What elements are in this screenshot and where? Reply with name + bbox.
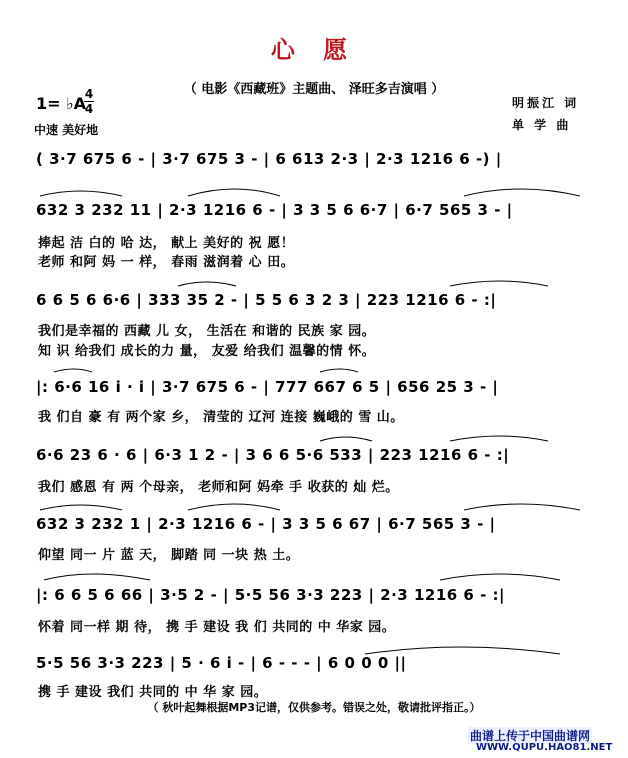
- lyric-line-3a: 我们是幸福的 西藏 儿 女， 生活在 和谐的 民族 家 园。: [38, 324, 376, 339]
- notation-line-1: ( 3·7 675 6 - | 3·7 675 3 - | 6 613 2·3 | 2·3 1216 6 -) |: [36, 150, 502, 168]
- transcription-footnote: （ 秋叶起舞根据MP3记谱，仅供参考。错误之处，敬请批评指正。）: [147, 701, 481, 714]
- key-signature: 1= ♭A: [36, 94, 87, 113]
- tempo-marking: 中速 美好地: [34, 123, 99, 137]
- notation-line-5: 6·6 23 6 · 6 | 6·3 1 2 - | 3 6 6 5·6 533 | 223 1216 6 - :|: [36, 446, 510, 464]
- notation-line-4: |: 6·6 16 i · i | 3·7 675 6 - | 777 667 6 5 | 656 25 3 - |: [36, 378, 499, 396]
- lyric-line-3b: 知 识 给我们 成长的力 量， 友爱 给我们 温馨的情 怀。: [38, 344, 376, 359]
- notation-line-2: 632 3 232 11 | 2·3 1216 6 - | 3 3 5 6 6·7 | 6·7 565 3 - |: [36, 201, 513, 219]
- lyricist-credit: 明振江 词: [512, 96, 580, 110]
- time-signature-top: 4: [84, 87, 94, 101]
- notation-line-3: 6 6 5 6 6·6 | 333 35 2 - | 5 5 6 3 2 3 | 223 1216 6 - :|: [36, 291, 497, 309]
- lyric-line-7: 怀着 同一样 期 待， 携 手 建设 我 们 共同的 中 华家 园。: [38, 620, 396, 635]
- lyric-line-6: 仰望 同一 片 蓝 天， 脚踏 同 一块 热 土。: [38, 548, 300, 563]
- notation-line-8: 5·5 56 3·3 223 | 5 · 6 i - | 6 - - - | 6 0 0 0 ||: [36, 654, 407, 672]
- site-watermark-url: WWW.QUPU.HAO81.NET: [476, 742, 613, 753]
- song-title: 心 愿: [270, 36, 358, 64]
- lyric-line-5: 我们 感恩 有 两 个母亲， 老师和阿 妈牵 手 收获的 灿 烂。: [38, 480, 399, 495]
- lyric-line-4: 我 们自 豪 有 两个家 乡， 清莹的 辽河 连接 巍峨的 雪 山。: [38, 410, 404, 425]
- lyric-line-2a: 捧起 洁 白的 哈 达， 献上 美好的 祝 愿！: [38, 236, 295, 251]
- lyric-line-8: 携 手 建设 我们 共同的 中 华 家 园。: [38, 685, 268, 700]
- time-signature-bottom: 4: [84, 102, 94, 116]
- notation-line-7: |: 6 6 5 6 66 | 3·5 2 - | 5·5 56 3·3 223 | 2·3 1216 6 - :|: [36, 586, 506, 604]
- composer-credit: 单 学 曲: [512, 118, 572, 132]
- song-subtitle: （ 电影《西藏班》主题曲、 泽旺多吉演唱 ）: [183, 82, 445, 97]
- lyric-line-2b: 老师 和阿 妈 一 样， 春雨 滋润着 心 田。: [38, 255, 295, 270]
- notation-line-6: 632 3 232 1 | 2·3 1216 6 - | 3 3 5 6 67 | 6·7 565 3 - |: [36, 515, 496, 533]
- site-watermark: 曲谱上传于中国曲谱网: [470, 729, 591, 743]
